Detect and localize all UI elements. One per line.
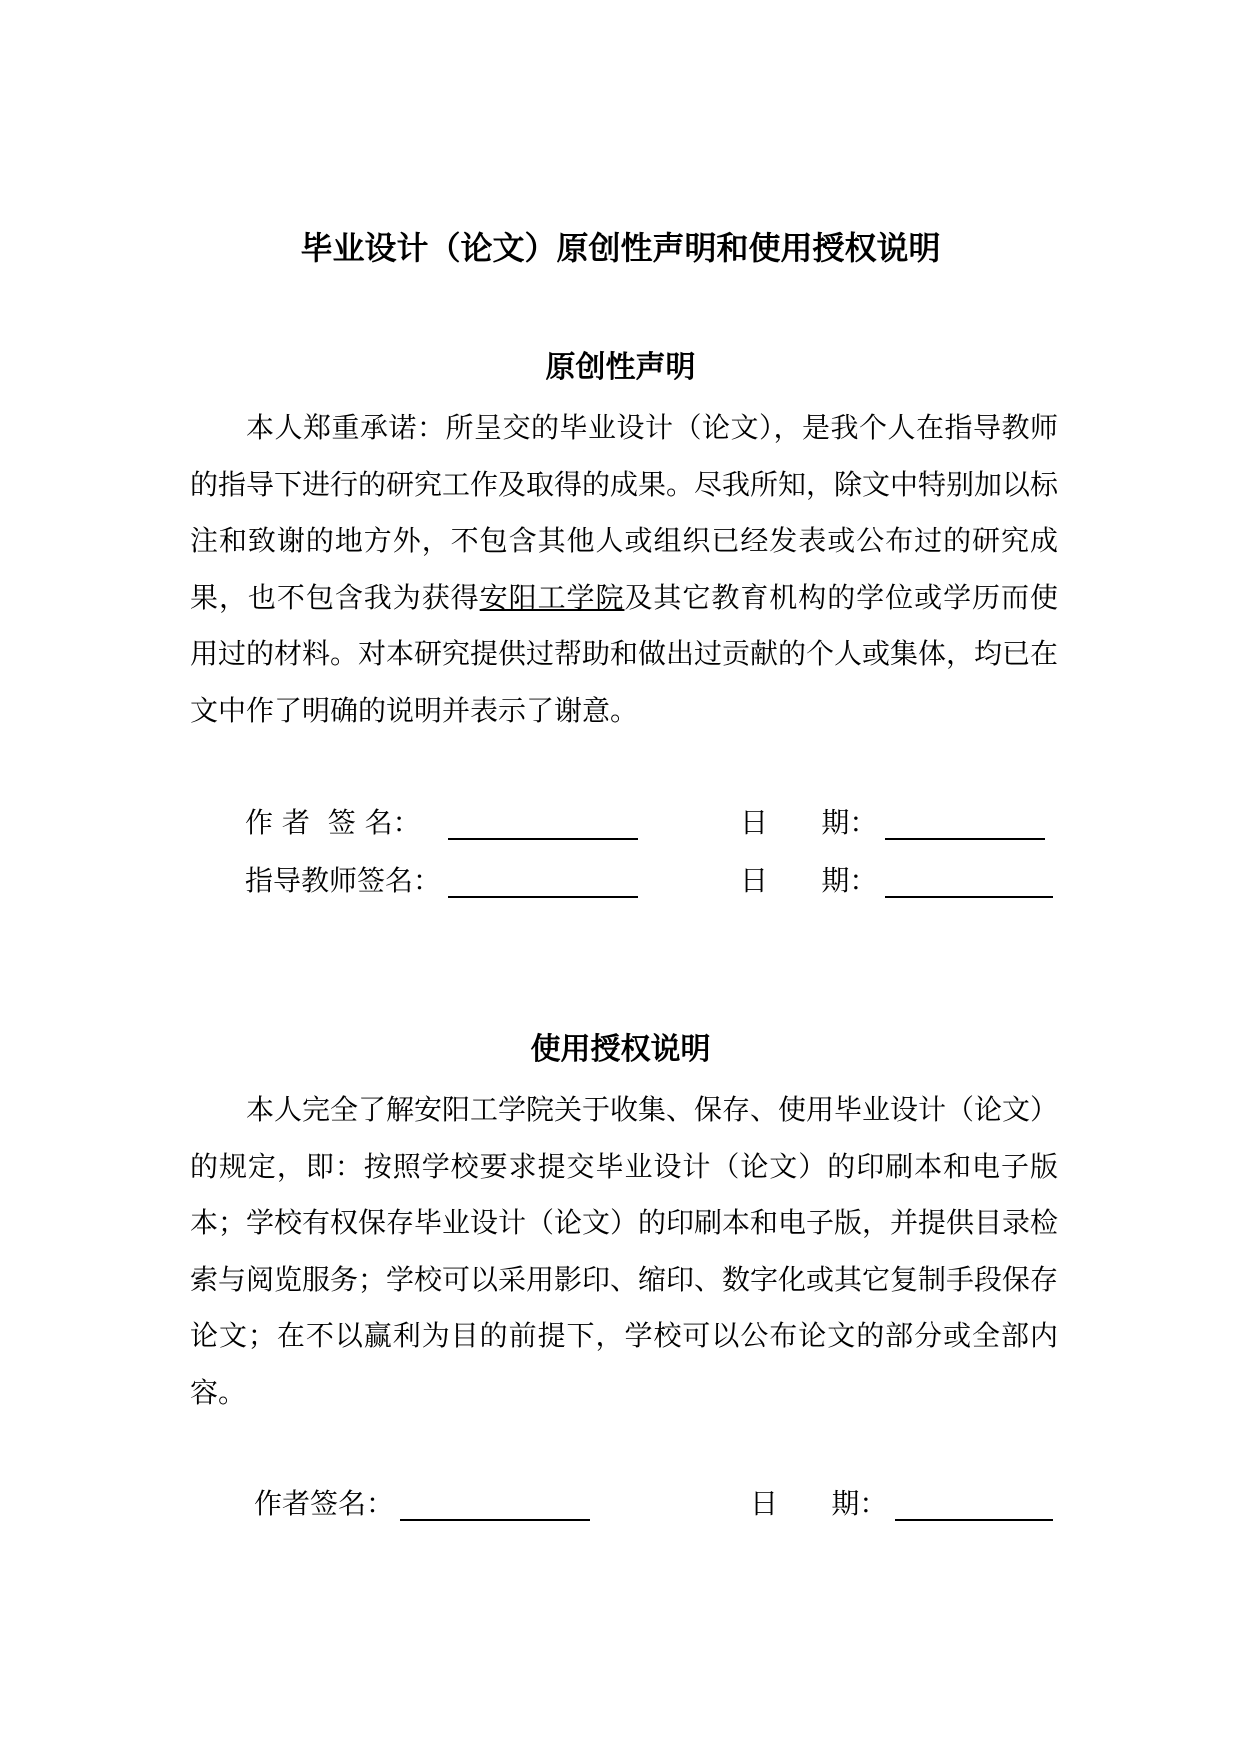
supervisor-signature-line[interactable] (448, 896, 638, 898)
originality-text-part-2: 及其它教育机构的学位或学历而使用过的材料。对本研究提供过帮助和做出过贡献的个人或集体，均已在文中作了明确的说明并表示了谢意。 (190, 580, 1059, 727)
originality-statement-text (190, 400, 1058, 739)
authorization-section-title: 使用授权说明 (530, 1032, 711, 1067)
authorization-date-label: 日 期： (750, 1487, 888, 1520)
originality-text-part-1: 本人郑重承诺：所呈交的毕业设计（论文），是我个人在指导教师的指导下进行的研究工作及取得的成果。尽我所知，除文中特别加以标注和致谢的地方外，不包含其他人或组织已经发表或公布过的研究成果，也不包含我为获得 (190, 411, 1059, 614)
author-date-line[interactable] (885, 838, 1045, 840)
authorization-author-signature-label: 作者签名： (254, 1487, 395, 1520)
authorization-author-signature-line[interactable] (400, 1519, 590, 1521)
supervisor-date-label: 日 期： (740, 864, 878, 897)
supervisor-signature-row (0, 861, 1241, 901)
document-title: 毕业设计（论文）原创性声明和使用授权说明 (300, 229, 941, 267)
authorization-statement-text: 本人完全了解安阳工学院关于收集、保存、使用毕业设计（论文）的规定，即：按照学校要求提交毕业设计（论文）的印刷本和电子版本；学校有权保存毕业设计（论文）的印刷本和电子版，并提供目录检索与阅览服务；学校可以采用影印、缩印、数字化或其它复制手段保存论文；在不以赢利为目的前提下，学校可以公布论文的部分或全部内容。 (190, 1093, 1059, 1409)
author-signature-label: 作 者 签 名： (245, 806, 421, 839)
author-signature-row (0, 803, 1241, 843)
author-signature-line[interactable] (448, 838, 638, 840)
authorization-date-line[interactable] (895, 1519, 1053, 1521)
authorization-signature-row (0, 1484, 1241, 1524)
supervisor-date-line[interactable] (885, 896, 1053, 898)
supervisor-signature-label: 指导教师签名： (245, 864, 442, 897)
author-date-label: 日 期： (740, 806, 878, 839)
originality-section-title: 原创性声明 (545, 350, 696, 385)
institution-name: 安阳工学院 (479, 580, 625, 614)
